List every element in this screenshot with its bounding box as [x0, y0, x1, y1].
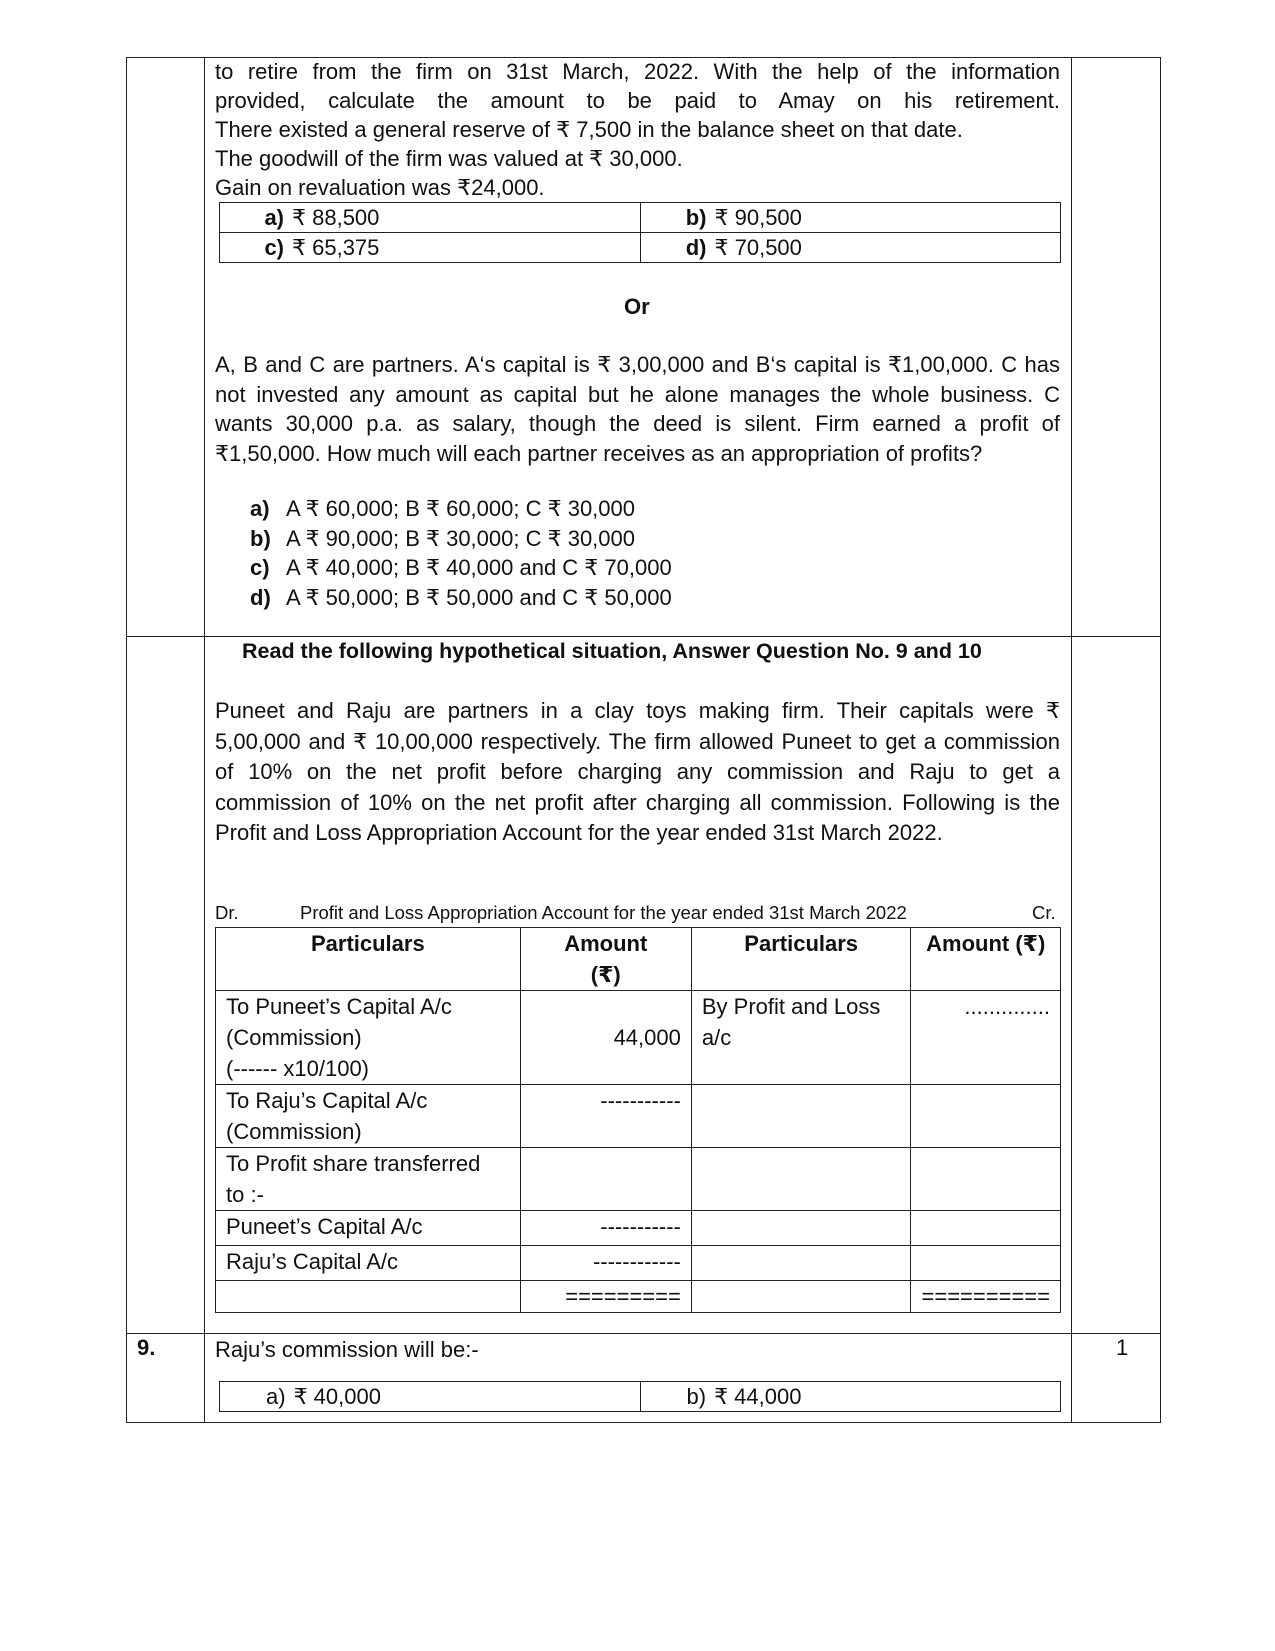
appropriation-account-table [215, 927, 1061, 1313]
account-cr-label: Cr. [1032, 902, 1056, 923]
empty-cell [691, 1246, 911, 1281]
frame-left-border [126, 57, 127, 1423]
partners-question-text: A, B and C are partners. A‘s capital is ₹ 3,00,000 and B‘s capital is ₹1,00,000. C has not invested any amount as capital but he alone manages the whole business. C wants 30,000 p.a. as salary, though the deed is silent. Firm earned a profit of ₹1,50,000. How much will each partner receives as an appropriation of profits? [215, 352, 1060, 466]
empty-cell [216, 1281, 521, 1313]
empty-cell [691, 1281, 911, 1313]
option-a: a) ₹ 88,500 [220, 203, 641, 233]
retire-line-1: to retire from the firm on 31st March, 2022. With the help of the information [215, 59, 1060, 84]
partners-option-c: c) A ₹ 40,000; B ₹ 40,000 and C ₹ 70,000 [250, 555, 672, 580]
row-raju-capital: Raju’s Capital A/c [216, 1246, 521, 1281]
question-9-text: Raju’s commission will be:- [215, 1337, 479, 1362]
empty-cell [911, 1148, 1061, 1211]
row-profit-and-loss: By Profit and Loss a/c [691, 991, 911, 1085]
option-d: d) ₹ 70,500 [640, 233, 1061, 263]
q9-options-table [219, 1381, 1061, 1412]
empty-cell [911, 1085, 1061, 1148]
frame-bottom-border [126, 1422, 1161, 1423]
retire-line-4: The goodwill of the firm was valued at ₹ 30,000. [215, 146, 683, 171]
row-puneet-capital: Puneet’s Capital A/c [216, 1211, 521, 1246]
header-particulars-cr: Particulars [691, 928, 911, 991]
frame-right-border [1160, 57, 1161, 1423]
empty-cell [691, 1085, 911, 1148]
frame-marks-divider [1071, 57, 1072, 1423]
retire-line-5: Gain on revaluation was ₹24,000. [215, 175, 545, 200]
empty-cell [911, 1211, 1061, 1246]
retire-line-2: provided, calculate the amount to be paid to Amay on his retirement. [215, 88, 1060, 113]
partners-option-a: a) A ₹ 60,000; B ₹ 60,000; C ₹ 30,000 [250, 496, 636, 521]
retire-line-3: There existed a general reserve of ₹ 7,500 in the balance sheet on that date. [215, 117, 963, 142]
retire-options-table [219, 202, 1061, 263]
amount-raju-capital: ------------ [520, 1246, 691, 1281]
account-dr-label: Dr. [215, 902, 239, 923]
header-amount-dr: Amount (₹) [520, 928, 691, 991]
empty-cell [520, 1148, 691, 1211]
frame-qno-divider [204, 57, 205, 1423]
row-profit-share: To Profit share transferred to :- [216, 1148, 521, 1211]
amount-profit-and-loss: .............. [911, 991, 1061, 1085]
partners-option-b: b) A ₹ 90,000; B ₹ 30,000; C ₹ 30,000 [250, 525, 636, 551]
partners-option-d: d) A ₹ 50,000; B ₹ 50,000 and C ₹ 50,000 [250, 584, 672, 610]
question-number: 9. [137, 1335, 156, 1360]
empty-cell [691, 1148, 911, 1211]
case-heading: Read the following hypothetical situation, Answer Question No. 9 and 10 [242, 639, 982, 663]
amount-puneet-capital: ----------- [520, 1211, 691, 1246]
empty-cell [691, 1211, 911, 1246]
total-cr: ========== [911, 1281, 1061, 1313]
amount-raju-commission: ----------- [520, 1085, 691, 1148]
account-title: Profit and Loss Appropriation Account for the year ended 31st March 2022 [300, 902, 907, 923]
header-amount-cr: Amount (₹) [911, 928, 1061, 991]
partners-options-list [250, 494, 1050, 612]
header-particulars-dr: Particulars [216, 928, 521, 991]
or-separator: Or [624, 294, 650, 319]
q9-option-b: b) ₹ 44,000 [640, 1382, 1061, 1412]
question-marks: 1 [1116, 1335, 1129, 1360]
row-puneet-commission: To Puneet’s Capital A/c (Commission) (------ x10/100) [216, 991, 521, 1085]
frame-row-divider-2 [126, 1333, 1161, 1334]
frame-row-divider-1 [126, 636, 1161, 637]
option-b: b) ₹ 90,500 [640, 203, 1061, 233]
total-dr: ========= [520, 1281, 691, 1313]
case-paragraph: Puneet and Raju are partners in a clay toys making firm. Their capitals were ₹ 5,00,000 and ₹ 10,00,000 respectively. The firm allowed Puneet to get a commission of 10% on the net profit before charging any commission and Raju to get a commission of 10% on the net profit after charging all commission. Following is the Profit and Loss Appropriation Account for the year ended 31st March 2022. [215, 698, 1060, 846]
option-c: c) ₹ 65,375 [220, 233, 641, 263]
empty-cell [911, 1246, 1061, 1281]
q9-option-a: a) ₹ 40,000 [220, 1382, 641, 1412]
amount-puneet-commission: 44,000 [520, 991, 691, 1085]
row-raju-commission: To Raju’s Capital A/c (Commission) [216, 1085, 521, 1148]
